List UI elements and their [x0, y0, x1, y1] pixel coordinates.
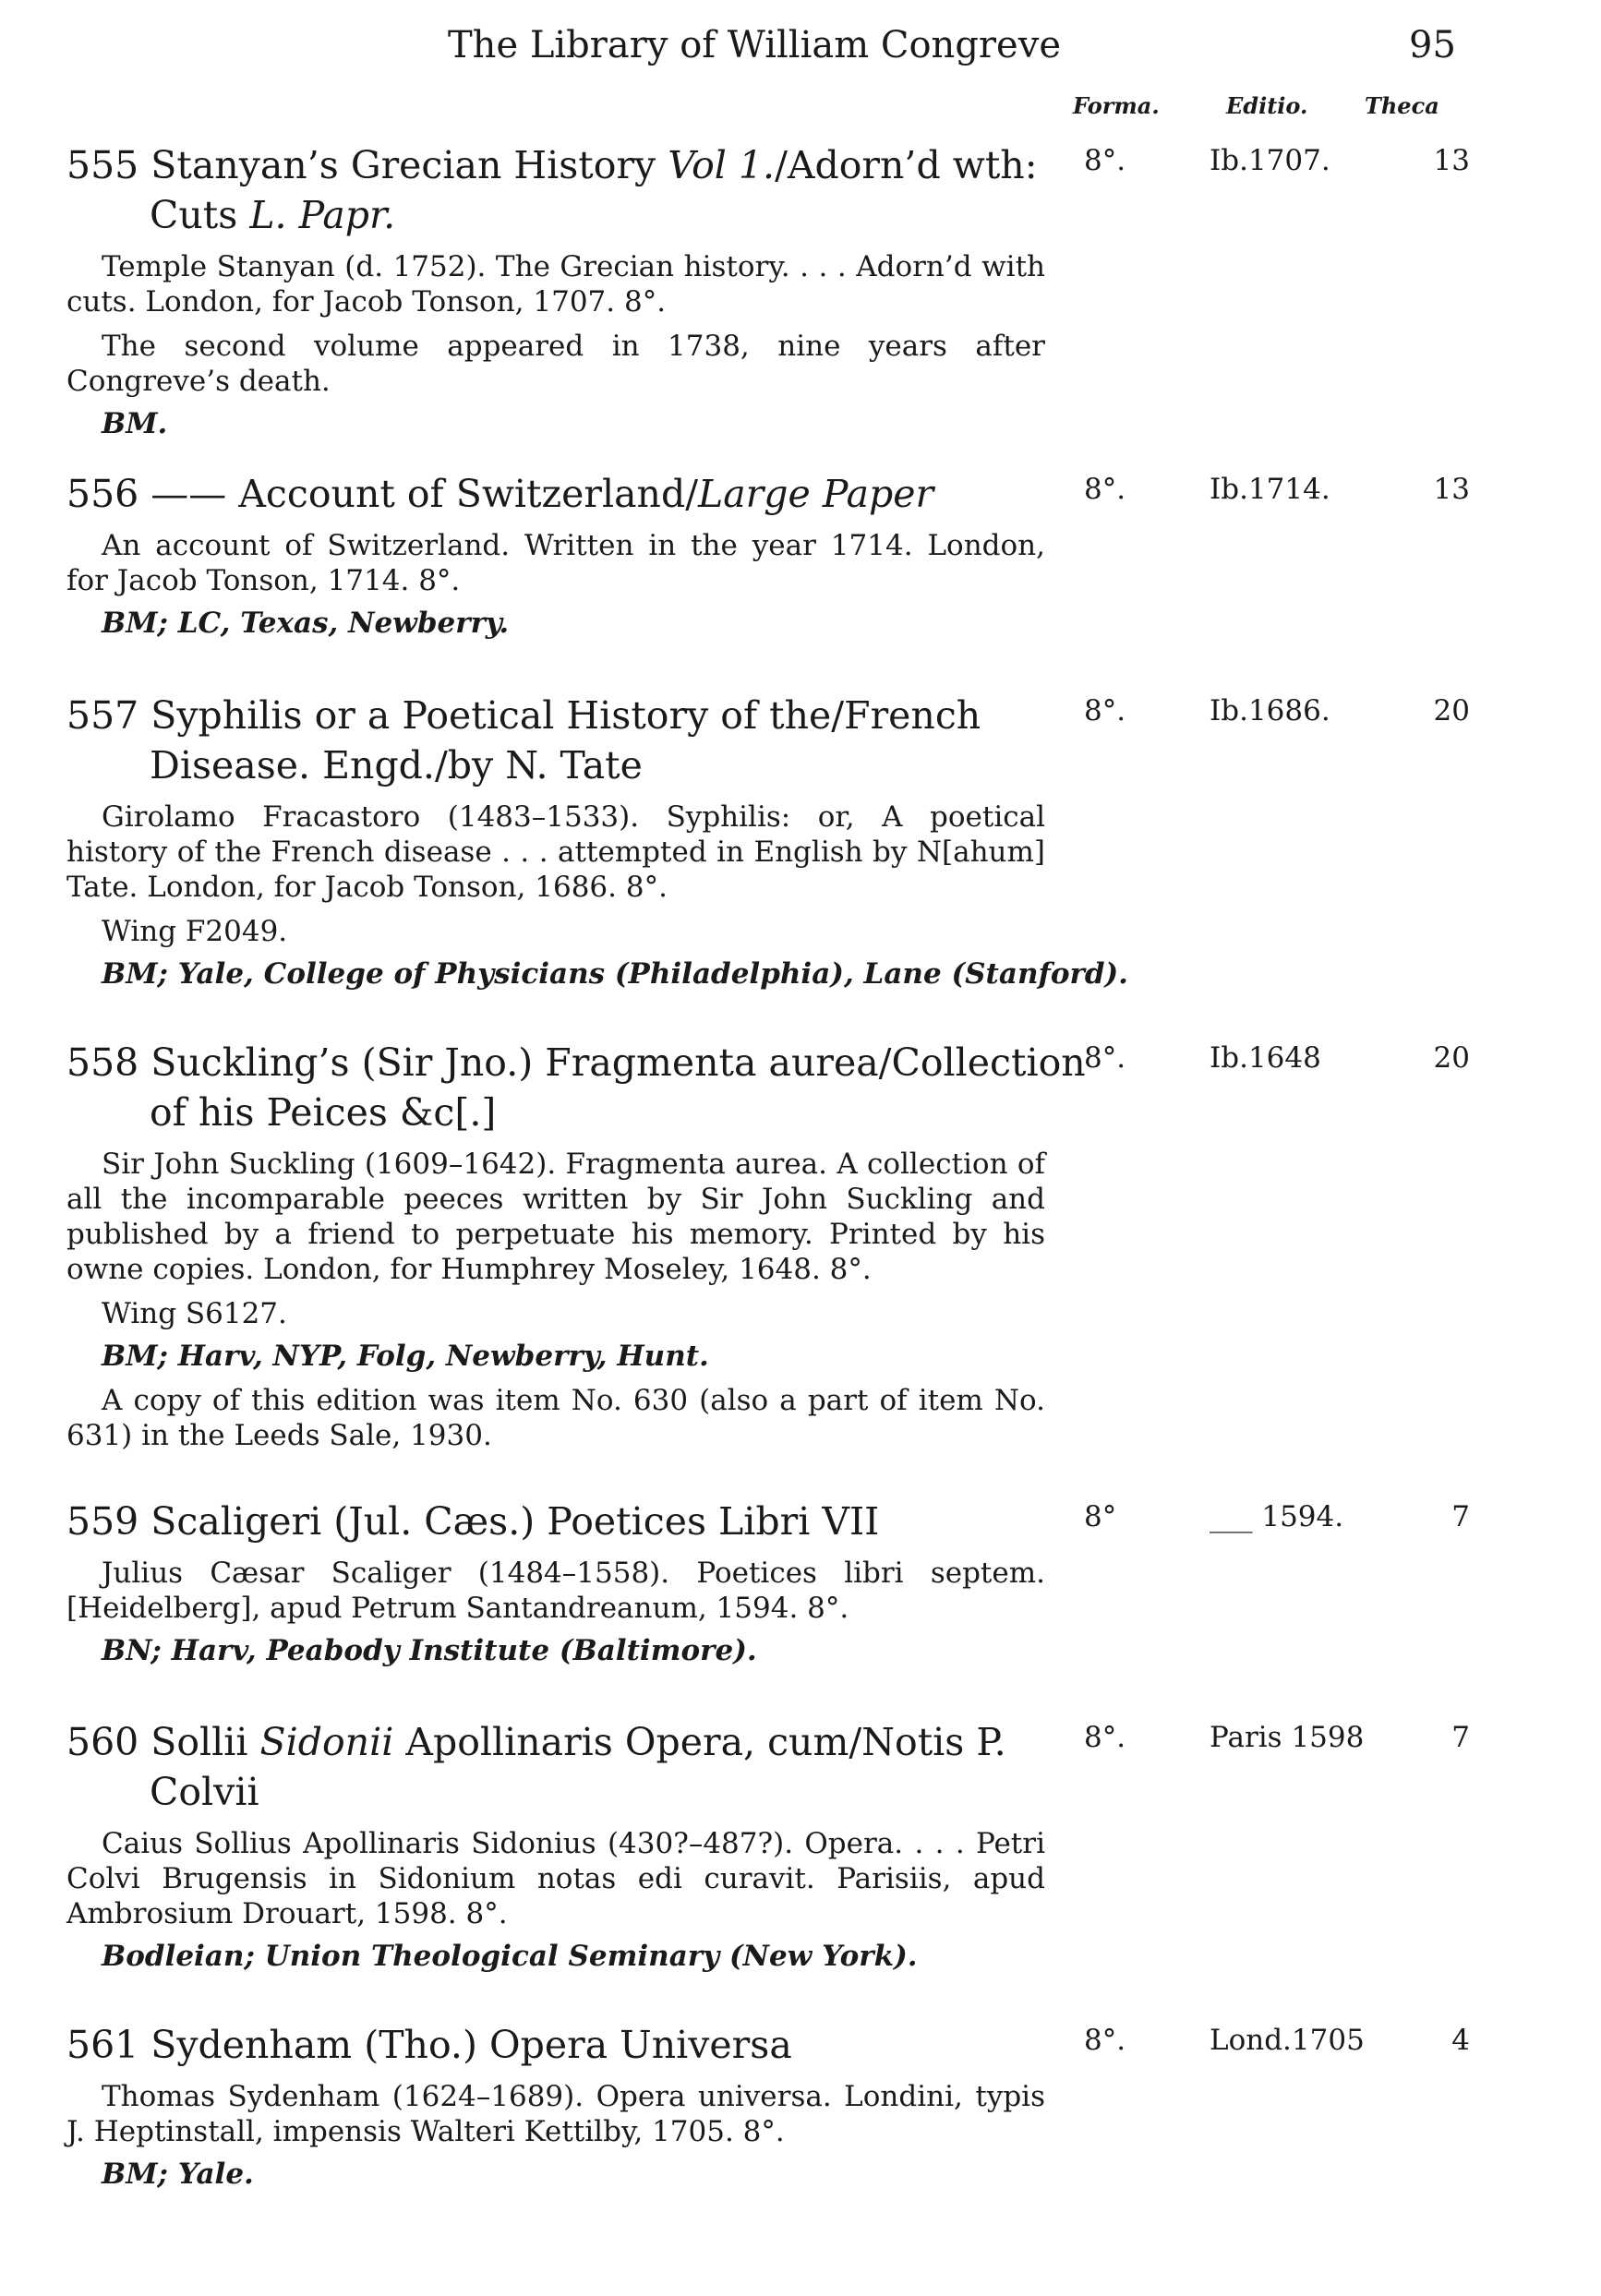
catalogue-entry — [66, 140, 1470, 441]
entry-locations: BM; Yale. — [102, 2158, 254, 2191]
entry-theca: 20 — [1433, 1041, 1470, 1075]
entry-heading: 558 Suckling’s (Sir Jno.) Fragmenta aurea/Collection of his Peices &c[.] — [66, 1040, 1086, 1135]
entry-forma: 8° — [1084, 1500, 1117, 1533]
catalogue-entry — [66, 691, 1470, 992]
catalogue-entry — [66, 469, 1470, 641]
running-head — [65, 20, 1456, 76]
entry-editio: Ib.1686. — [1210, 694, 1330, 727]
column-head-editio: Editio. — [1226, 92, 1308, 119]
entry-locations: BM. — [102, 407, 168, 440]
entry-forma: 8°. — [1084, 2024, 1126, 2057]
catalogue-entry — [66, 1038, 1470, 1453]
entry-note: Temple Stanyan (d. 1752). The Grecian history. . . . Adorn’d with cuts. London, for Jacob Tonson, 1707. 8°. — [66, 250, 1045, 319]
entry-theca: 13 — [1433, 144, 1470, 177]
entry-locations: BM; Yale, College of Physicians (Philadelphia), Lane (Stanford). — [102, 957, 1128, 991]
column-head-theca: Theca — [1365, 92, 1439, 119]
entry-theca: 7 — [1451, 1721, 1470, 1754]
entry-theca: 20 — [1433, 694, 1470, 727]
entry-locations: BM; LC, Texas, Newberry. — [102, 607, 510, 640]
entry-theca: 4 — [1451, 2024, 1470, 2057]
entry-reference: Wing F2049. — [102, 915, 288, 948]
entry-theca: 13 — [1433, 473, 1470, 506]
entry-heading: 560 Sollii Sidonii Apollinaris Opera, cum/Notis P. Colvii — [66, 1720, 1006, 1814]
entry-theca: 7 — [1451, 1500, 1470, 1533]
entry-note: An account of Switzerland. Written in the year 1714. London, for Jacob Tonson, 1714. 8°. — [66, 529, 1045, 597]
entry-reference: Wing S6127. — [102, 1297, 287, 1330]
entry-note: Sir John Suckling (1609–1642). Fragmenta aurea. A collection of all the incomparable peeces written by Sir John Suckling and published by a friend to perpetuate his memory. Printed by his owne copies. London, for Humphrey Moseley, 1648. 8°. — [66, 1148, 1045, 1286]
entry-editio: ___ 1594. — [1210, 1500, 1344, 1533]
entry-forma: 8°. — [1084, 1721, 1126, 1754]
entry-heading: 556 —— Account of Switzerland/Large Paper — [66, 472, 934, 516]
running-title: The Library of William Congreve — [448, 24, 1061, 66]
entry-editio: Ib.1714. — [1210, 473, 1330, 506]
entry-note: Caius Sollius Apollinaris Sidonius (430?–487?). Opera. . . . Petri Colvi Brugensis in Sidonium notas edi curavit. Parisiis, apud Ambrosium Drouart, 1598. 8°. — [66, 1827, 1045, 1930]
entry-editio: Ib.1707. — [1210, 144, 1330, 177]
entry-note-2: A copy of this edition was item No. 630 (also a part of item No. 631) in the Leeds Sale, 1930. — [66, 1384, 1045, 1452]
entry-forma: 8°. — [1084, 473, 1126, 506]
entry-forma: 8°. — [1084, 1041, 1126, 1075]
entry-heading: 555 Stanyan’s Grecian History Vol 1./Adorn’d wth: Cuts L. Papr. — [66, 143, 1038, 237]
entry-heading: 559 Scaligeri (Jul. Cæs.) Poetices Libri VII — [66, 1499, 880, 1544]
catalogue-entry — [66, 1497, 1470, 1668]
entry-locations: BN; Harv, Peabody Institute (Baltimore). — [102, 1634, 757, 1667]
entry-note: Thomas Sydenham (1624–1689). Opera universa. Londini, typis J. Heptinstall, impensis Walteri Kettilby, 1705. 8°. — [66, 2080, 1045, 2148]
entry-heading: 561 Sydenham (Tho.) Opera Universa — [66, 2023, 792, 2067]
entry-note-2: The second volume appeared in 1738, nine years after Congreve’s death. — [66, 330, 1045, 398]
entry-heading: 557 Syphilis or a Poetical History of the/French Disease. Engd./by N. Tate — [66, 693, 981, 787]
entry-locations: Bodleian; Union Theological Seminary (New York). — [102, 1940, 918, 1973]
entry-locations: BM; Harv, NYP, Folg, Newberry, Hunt. — [102, 1340, 709, 1373]
entry-note: Girolamo Fracastoro (1483–1533). Syphilis: or, A poetical history of the French disease . . . attempted in English by N[ahum] Tate. London, for Jacob Tonson, 1686. 8°. — [66, 800, 1045, 904]
entry-editio: Ib.1648 — [1210, 1041, 1321, 1075]
entry-forma: 8°. — [1084, 694, 1126, 727]
page-number: 95 — [1409, 24, 1456, 66]
entry-forma: 8°. — [1084, 144, 1126, 177]
catalogue-entry — [66, 1717, 1470, 1974]
column-head-forma: Forma. — [1073, 92, 1160, 119]
catalogue-entry — [66, 2020, 1470, 2192]
entry-editio: Lond.1705 — [1210, 2024, 1365, 2057]
entry-note: Julius Cæsar Scaliger (1484–1558). Poetices libri septem. [Heidelberg], apud Petrum Santandreanum, 1594. 8°. — [66, 1557, 1045, 1625]
entry-editio: Paris 1598 — [1210, 1721, 1365, 1754]
